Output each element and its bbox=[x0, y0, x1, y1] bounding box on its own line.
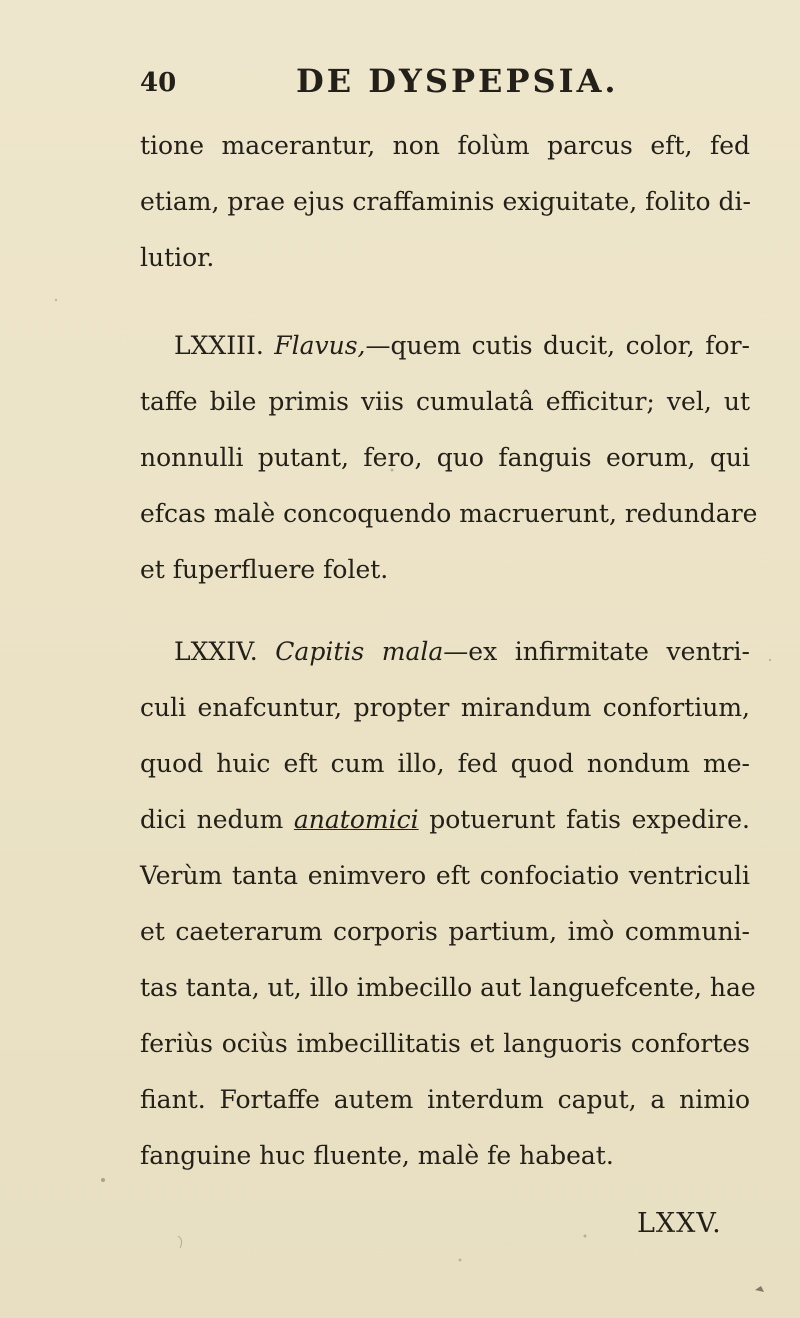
text-line: tas tanta, ut, illo imbecillo aut languefcente, hae bbox=[140, 973, 756, 1002]
text-line: et caeterarum corporis partium, imò communi- bbox=[140, 917, 750, 946]
text-line: lutior. bbox=[140, 243, 215, 272]
text-line: feriùs ociùs imbecillitatis et languoris confortes bbox=[140, 1029, 750, 1058]
text-line: quod huic eft cum illo, fed quod nondum me- bbox=[140, 749, 750, 778]
paragraph-continuation bbox=[140, 118, 750, 286]
page-header bbox=[140, 62, 740, 102]
section-first-line bbox=[140, 624, 750, 680]
text-fragment: dici nedum bbox=[140, 805, 294, 834]
text-line: fiant. Fortaffe autem interdum caput, a nimio bbox=[140, 1085, 750, 1114]
text-line: nonnulli putant, fero, quo fanguis eorum, qui bbox=[140, 443, 750, 472]
text-line: etiam, prae ejus craffaminis exiguitate, folito di- bbox=[140, 187, 751, 216]
section-lxxiv bbox=[140, 624, 756, 1184]
text-line: Verùm tanta enimvero eft confociatio ventriculi bbox=[140, 861, 750, 890]
text-fragment: potuerunt fatis expedire. bbox=[418, 805, 750, 834]
text-line: efcas malè concoquendo macruerunt, redundare bbox=[140, 499, 758, 528]
section-lxxiii bbox=[140, 318, 758, 598]
section-number: LXXIV. bbox=[174, 637, 258, 666]
page-number: 40 bbox=[140, 68, 177, 98]
catchword: LXXV. bbox=[637, 1208, 722, 1239]
section-term: Capitis mala bbox=[275, 637, 444, 666]
text-line: taffe bile primis viis cumulatâ efficitur; vel, ut bbox=[140, 387, 750, 416]
text-fragment: —ex infirmitate ventri- bbox=[443, 637, 750, 666]
text-line bbox=[140, 792, 750, 848]
text-line: culi enafcuntur, propter mirandum confortium, bbox=[140, 693, 750, 722]
italic-term: anatomici bbox=[293, 805, 419, 834]
section-number: LXXIII. bbox=[174, 331, 264, 360]
section-first-line bbox=[140, 318, 750, 374]
text-line: et fuperfluere folet. bbox=[140, 555, 389, 584]
text-line: fanguine huc fluente, malè fe habeat. bbox=[140, 1141, 614, 1170]
section-term: Flavus, bbox=[274, 331, 366, 360]
text-fragment: —quem cutis ducit, color, for- bbox=[365, 331, 750, 360]
text-line: tione macerantur, non folùm parcus eft, fed bbox=[140, 131, 750, 160]
running-title: DE DYSPEPSIA. bbox=[296, 62, 619, 100]
